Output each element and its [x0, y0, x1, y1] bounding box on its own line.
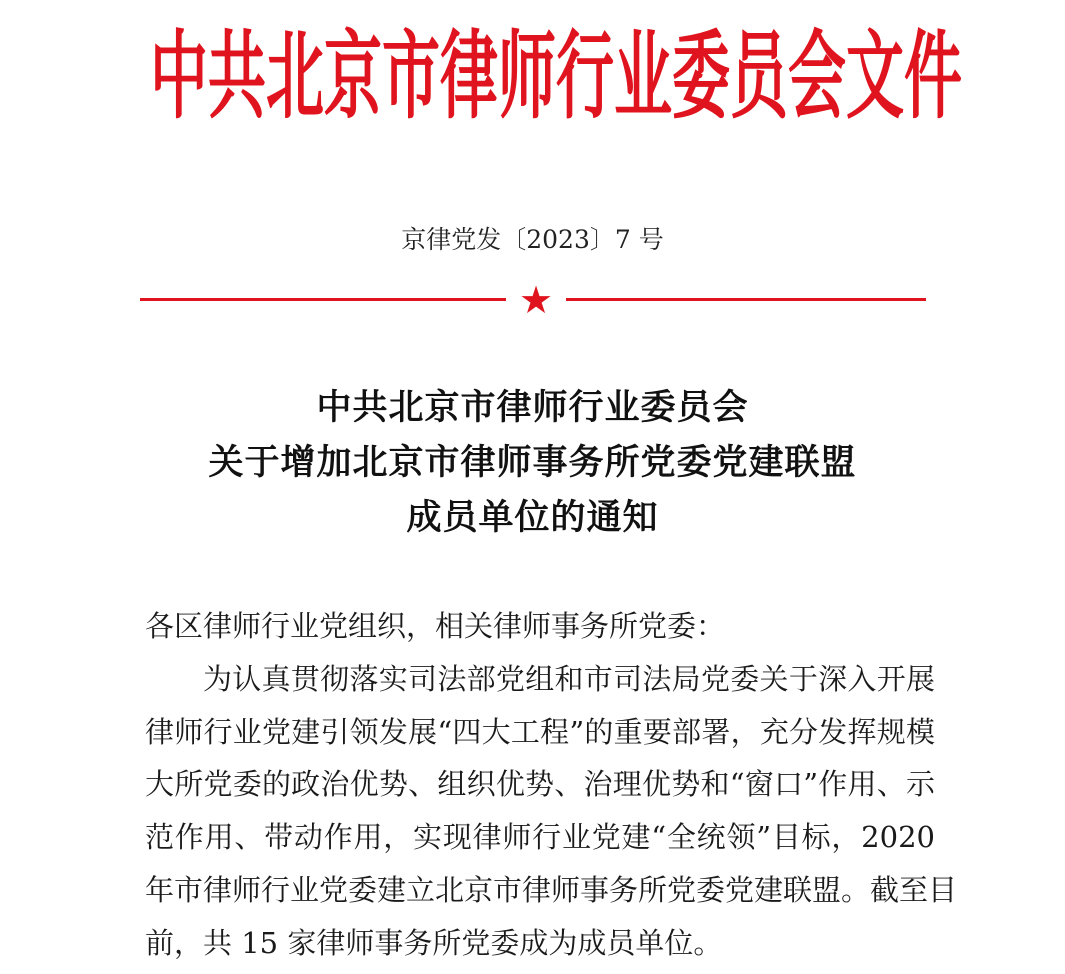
body-line: 大所党委的政治优势、组织优势、治理优势和“窗口”作用、示: [145, 767, 935, 802]
body-line: 年市律师行业党委建立北京市律师事务所党委党建联盟。截至目: [145, 872, 958, 907]
red-divider-right: [566, 298, 926, 301]
notice-body: [145, 600, 958, 970]
title-line: 关于增加北京市律师事务所党委党建联盟: [208, 442, 857, 483]
document-number: 京律党发〔2023〕7 号: [401, 225, 664, 254]
star-icon: ★: [518, 278, 554, 322]
body-line: 为认真贯彻落实司法部党组和市司法局党委关于深入开展: [203, 661, 935, 696]
document-masthead: 中共北京市律师行业委员会文件: [150, 19, 963, 132]
title-line: 成员单位的通知: [406, 497, 659, 538]
red-divider-left: [140, 298, 506, 301]
title-line: 中共北京市律师行业委员会: [316, 387, 749, 428]
body-line: 前，共 15 家律师事务所党委成为成员单位。: [145, 925, 723, 960]
notice-title: [0, 380, 1065, 545]
body-line: 范作用、带动作用，实现律师行业党建“全统领”目标，2020: [145, 820, 935, 855]
salutation: 各区律师行业党组织，相关律师事务所党委：: [145, 609, 726, 643]
body-line: 律师行业党建引领发展“四大工程”的重要部署，充分发挥规模: [145, 714, 935, 749]
